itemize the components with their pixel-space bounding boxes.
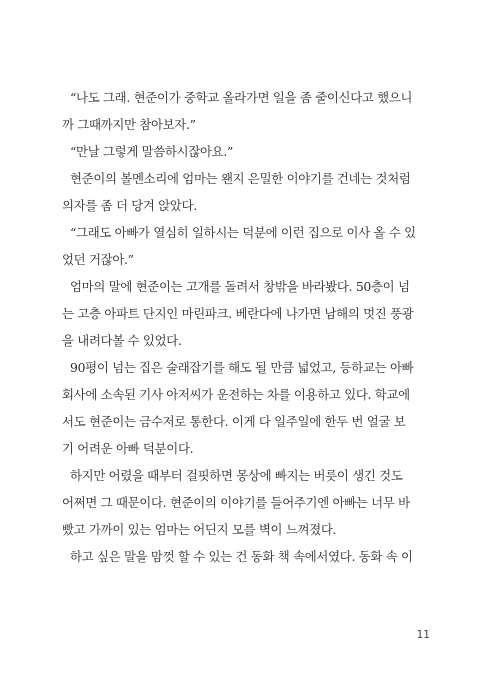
text-line: “만날 그렇게 말씀하시잖아요.” (70, 144, 234, 159)
text-line: 까 그때까지만 참아보자.” (62, 117, 196, 132)
text-line: 빴고 가까이 있는 엄마는 어딘지 모를 벽이 느껴졌다. (62, 522, 337, 537)
text-line: 의자를 좀 더 당겨 앉았다. (62, 198, 197, 213)
text-line: “나도 그래. 현준이가 중학교 올라가면 일을 좀 줄이신다고 했으니 (70, 90, 413, 105)
body-text (62, 84, 440, 570)
text-line: 어쩌면 그 때문이다. 현준이의 이야기를 들어주기엔 아빠는 너무 바 (62, 495, 410, 510)
text-line: 현준이의 볼멘소리에 엄마는 왠지 은밀한 이야기를 건네는 것처럼 (70, 171, 411, 186)
text-line: 90평이 넘는 집은 술래잡기를 해도 될 만큼 넓었고, 등하교는 아빠 (70, 360, 414, 375)
text-line: 회사에 소속된 기사 아저씨가 운전하는 차를 이용하고 있다. 학교에 (62, 387, 410, 402)
text-line: 하지만 어렸을 때부터 걸핏하면 몽상에 빠지는 버릇이 생긴 것도 (70, 468, 403, 483)
text-line: 하고 싶은 말을 맘껏 할 수 있는 건 동화 책 속에서였다. 동화 속 이 (70, 549, 413, 564)
text-line: 기 어려운 아빠 덕분이다. (62, 441, 194, 456)
text-line: 었던 거잖아.” (62, 252, 134, 267)
page-number: 11 (416, 629, 430, 641)
text-line: 엄마의 말에 현준이는 고개를 돌려서 창밖을 바라봤다. 50층이 넘 (70, 279, 410, 294)
text-line: 서도 현준이는 금수저로 통한다. 이게 다 일주일에 한두 번 얼굴 보 (62, 414, 406, 429)
text-line: 을 내려다볼 수 있었다. (62, 333, 182, 348)
text-line: “그래도 아빠가 열심히 일하시는 덕분에 이런 집으로 이사 올 수 있 (70, 225, 416, 240)
text-line: 는 고층 아파트 단지인 마린파크. 베란다에 나가면 남해의 멋진 풍광 (62, 306, 414, 321)
